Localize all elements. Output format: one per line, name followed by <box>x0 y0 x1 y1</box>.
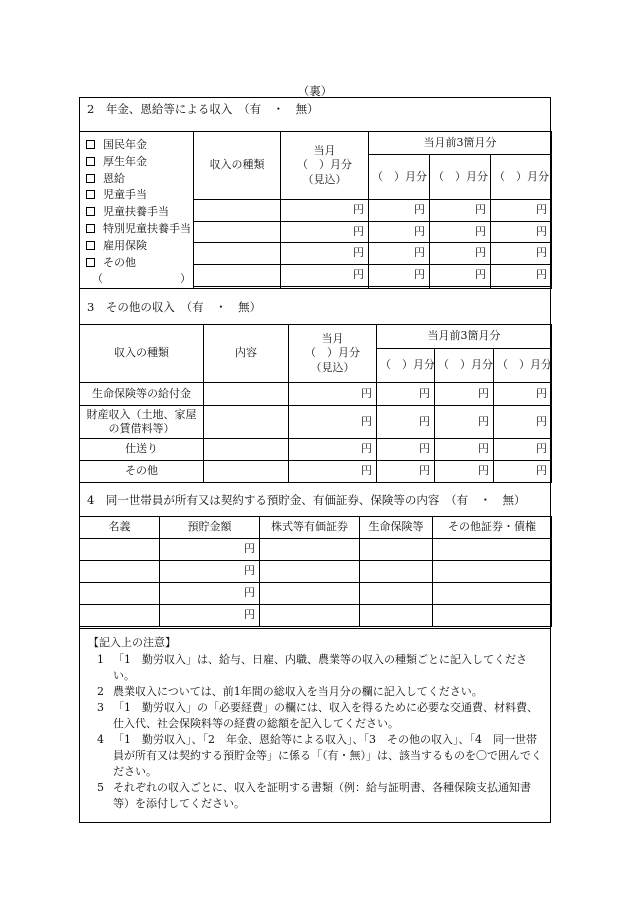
col-prev3: 当月前3箇月分 <box>377 325 552 349</box>
yen-cell[interactable]: 円 <box>430 200 491 222</box>
yen-cell[interactable]: 円 <box>491 265 552 287</box>
yen-cell[interactable]: 円 <box>430 222 491 243</box>
note-item <box>88 700 542 732</box>
yen-cell[interactable]: 円 <box>289 461 377 483</box>
note-item <box>88 652 542 684</box>
checkbox[interactable] <box>86 140 95 149</box>
yen-cell[interactable]: 円 <box>369 200 430 222</box>
col-insurance: 生命保険等 <box>360 517 433 539</box>
securities-cell[interactable] <box>260 539 360 561</box>
checkbox[interactable] <box>86 174 95 183</box>
yen-cell[interactable]: 円 <box>377 406 435 439</box>
checkbox-row[interactable] <box>86 154 193 171</box>
yen-cell[interactable]: 円 <box>289 383 377 406</box>
yen-cell[interactable]: 円 <box>430 243 491 265</box>
spacer-cell <box>369 287 430 289</box>
col-income-type: 収入の種類 <box>194 132 281 200</box>
note-item <box>88 684 542 700</box>
type-cell[interactable] <box>194 200 281 222</box>
holder-cell[interactable] <box>80 539 160 561</box>
col-other-bonds: その他証券・債権 <box>433 517 552 539</box>
page-title: （裏） <box>297 84 333 98</box>
securities-cell[interactable] <box>260 583 360 605</box>
yen-cell[interactable]: 円 <box>435 461 494 483</box>
note-number: 2 <box>97 685 104 698</box>
col-current-estimate: （見込） <box>302 172 347 186</box>
checkbox-label: 恩給 <box>103 171 125 185</box>
other-bonds-cell[interactable] <box>433 583 552 605</box>
other-income-table <box>79 324 552 483</box>
pension-checkbox-list <box>80 132 194 289</box>
notes-heading: 【記入上の注意】 <box>88 636 176 649</box>
section3-heading: 3 その他の収入 （有 ・ 無） <box>87 300 262 314</box>
insurance-cell[interactable] <box>360 583 433 605</box>
type-cell[interactable] <box>194 222 281 243</box>
spacer-cell <box>491 287 552 289</box>
col-month: （ ）月分 <box>491 155 552 200</box>
row-label: 財産収入（土地、家屋の賃借料等） <box>80 406 204 439</box>
yen-cell[interactable]: 円 <box>160 561 260 583</box>
checkbox-row[interactable] <box>86 238 193 255</box>
note-number: 5 <box>97 781 104 794</box>
yen-cell[interactable]: 円 <box>494 439 552 461</box>
col-savings: 預貯金額 <box>160 517 260 539</box>
checkbox-label: 特別児童扶養手当 <box>103 221 191 235</box>
checkbox-row[interactable] <box>86 171 193 188</box>
securities-cell[interactable] <box>260 605 360 627</box>
insurance-cell[interactable] <box>360 605 433 627</box>
checkbox-label: その他 <box>103 255 136 269</box>
yen-cell[interactable]: 円 <box>281 265 369 287</box>
col-current-label: 当月 <box>313 144 336 158</box>
col-current-estimate: （見込） <box>310 360 355 374</box>
spacer-cell <box>430 287 491 289</box>
yen-cell[interactable]: 円 <box>491 200 552 222</box>
type-cell[interactable] <box>194 265 281 287</box>
yen-cell[interactable]: 円 <box>435 439 494 461</box>
section2-heading: 2 年金、恩給等による収入 （有 ・ 無） <box>87 102 319 116</box>
col-month: （ ）月分 <box>494 349 552 383</box>
checkbox-label: 国民年金 <box>103 138 147 151</box>
insurance-cell[interactable] <box>360 539 433 561</box>
checkbox[interactable] <box>86 190 95 199</box>
holder-cell[interactable] <box>80 583 160 605</box>
note-number: 1 <box>97 653 104 666</box>
col-current-month <box>281 132 369 200</box>
note-text: それぞれの収入ごとに、収入を証明する書類（例：給与証明書、各種保険支払通知書等）を添付してください。 <box>113 781 531 810</box>
note-item <box>88 780 542 812</box>
other-bonds-cell[interactable] <box>433 605 552 627</box>
col-income-type: 収入の種類 <box>80 325 204 383</box>
col-holder: 名義 <box>80 517 160 539</box>
note-number: 3 <box>97 701 104 714</box>
checkbox[interactable] <box>86 207 95 216</box>
col-content: 内容 <box>204 325 289 383</box>
other-paren: （ ） <box>92 272 191 286</box>
note-item <box>88 732 542 780</box>
form-frame <box>79 97 551 823</box>
yen-cell[interactable]: 円 <box>377 439 435 461</box>
spacer-cell <box>194 287 281 289</box>
yen-cell[interactable]: 円 <box>494 461 552 483</box>
yen-cell[interactable]: 円 <box>160 605 260 627</box>
checkbox-row[interactable] <box>86 187 193 204</box>
col-prev3: 当月前3箇月分 <box>369 132 552 155</box>
col-current-month-label: （ ）月分 <box>305 346 360 360</box>
section4-heading: 4 同一世帯員が所有又は契約する預貯金、有価証券、保険等の内容 （有 ・ 無） <box>87 493 526 507</box>
col-month: （ ）月分 <box>430 155 491 200</box>
other-bonds-cell[interactable] <box>433 561 552 583</box>
yen-cell[interactable]: 円 <box>281 243 369 265</box>
yen-cell[interactable]: 円 <box>281 200 369 222</box>
yen-cell[interactable]: 円 <box>494 406 552 439</box>
note-text: 「1 勤労収入」、「2 年金、恩給等による収入」、「3 その他の収入」、「4 同一世帯員が所有又は契約する預貯金等」に係る「（有・無）」は、該当するものを〇で囲んでください。 <box>113 733 542 778</box>
yen-cell[interactable]: 円 <box>289 439 377 461</box>
col-month: （ ）月分 <box>369 155 430 200</box>
checkbox-label: 雇用保険 <box>103 238 147 252</box>
col-month: （ ）月分 <box>377 349 435 383</box>
col-securities: 株式等有価証券 <box>260 517 360 539</box>
spacer-cell <box>281 287 369 289</box>
yen-cell[interactable]: 円 <box>369 265 430 287</box>
note-text: 「1 勤労収入」の「必要経費」の欄には、収入を得るために必要な交通費、材料費、仕入代、社会保険料等の経費の総額を記入してください。 <box>113 701 538 730</box>
yen-cell[interactable]: 円 <box>160 583 260 605</box>
checkbox[interactable] <box>86 157 95 166</box>
checkbox[interactable] <box>86 224 95 233</box>
note-text: 農業収入については、前1年間の総収入を当月分の欄に記入してください。 <box>113 685 483 698</box>
yen-cell[interactable]: 円 <box>491 222 552 243</box>
securities-cell[interactable] <box>260 561 360 583</box>
checkbox-row[interactable] <box>86 255 193 272</box>
checkbox[interactable] <box>86 258 95 267</box>
type-cell[interactable] <box>194 243 281 265</box>
yen-cell[interactable]: 円 <box>289 406 377 439</box>
content-cell[interactable] <box>204 406 289 439</box>
pension-income-table <box>79 131 552 289</box>
holder-cell[interactable] <box>80 605 160 627</box>
yen-cell[interactable]: 円 <box>281 222 369 243</box>
note-number: 4 <box>97 733 104 746</box>
insurance-cell[interactable] <box>360 561 433 583</box>
checkbox-row[interactable] <box>86 137 193 154</box>
yen-cell[interactable]: 円 <box>160 539 260 561</box>
yen-cell[interactable]: 円 <box>494 383 552 406</box>
yen-cell[interactable]: 円 <box>430 265 491 287</box>
checkbox[interactable] <box>86 241 95 250</box>
col-current-label: 当月 <box>321 332 344 346</box>
assets-table <box>79 516 552 627</box>
other-bonds-cell[interactable] <box>433 539 552 561</box>
col-month: （ ）月分 <box>435 349 494 383</box>
yen-cell[interactable]: 円 <box>377 383 435 406</box>
yen-cell[interactable]: 円 <box>435 383 494 406</box>
content-cell[interactable] <box>204 461 289 483</box>
notes-section <box>80 629 550 812</box>
holder-cell[interactable] <box>80 561 160 583</box>
yen-cell[interactable]: 円 <box>491 243 552 265</box>
checkbox-row[interactable] <box>86 221 193 238</box>
checkbox-label: 児童扶養手当 <box>103 205 169 219</box>
row-label: 生命保険等の給付金 <box>80 383 204 406</box>
checkbox-row[interactable] <box>86 204 193 221</box>
yen-cell[interactable]: 円 <box>369 222 430 243</box>
content-cell[interactable] <box>204 439 289 461</box>
checkbox-label: 児童手当 <box>103 188 147 202</box>
row-label: その他 <box>80 461 204 483</box>
checkbox-label: 厚生年金 <box>103 154 147 168</box>
row-label: 仕送り <box>80 439 204 461</box>
yen-cell[interactable]: 円 <box>435 406 494 439</box>
content-cell[interactable] <box>204 383 289 406</box>
note-text: 「1 勤労収入」は、給与、日雇、内職、農業等の収入の種類ごとに記入してください。 <box>113 653 527 682</box>
yen-cell[interactable]: 円 <box>369 243 430 265</box>
col-current-month-label: （ ）月分 <box>297 158 352 172</box>
col-current-month <box>289 325 377 383</box>
yen-cell[interactable]: 円 <box>377 461 435 483</box>
